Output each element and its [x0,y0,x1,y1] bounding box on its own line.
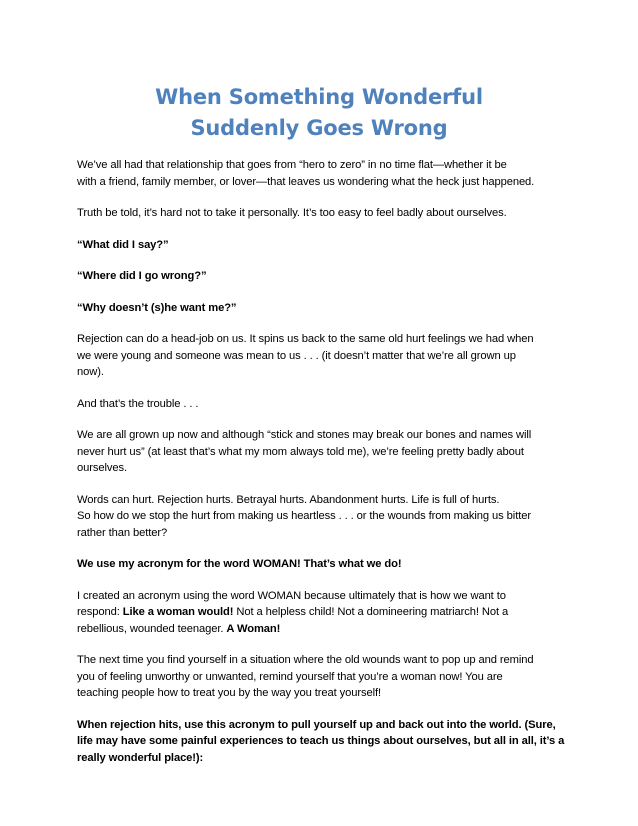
text-line: And that’s the trouble . . . [77,397,199,410]
text-line: really wonderful place!): [77,751,204,764]
text-line: When rejection hits, use this acronym to pull yourself up and back out into the world. (Sure, [77,718,556,731]
text-line: ourselves. [77,462,127,474]
text-run: rebellious, wounded teenager. [77,622,227,635]
paragraph-rejection [77,331,577,381]
text-line: never hurt us” (at least that’s what my mom always told me), we’re feeling pretty badly about [77,445,524,458]
paragraph-rejection-hits [77,717,577,767]
text-line: We are all grown up now and although “stick and stones may break our bones and names will [77,429,532,441]
text-line: We’ve all had that relationship that goes from “hero to zero” in no time flat—whether it be [77,159,507,171]
text-line: with a friend, family member, or lover—that leaves us wondering what the heck just happened. [77,175,535,188]
paragraph-next-time [77,652,577,702]
text-line: you of feeling unworthy or unwanted, remind yourself that you’re a woman now! You are [77,670,503,683]
text-line: So how do we stop the hurt from making us heartless . . . or the wounds from making us bitter [77,510,531,522]
paragraph-intro [77,157,577,190]
text-line: Truth be told, it’s hard not to take it personally. It’s too easy to feel badly about ourselves. [77,207,507,219]
paragraph-words-hurt [77,492,577,542]
title-line-2: Suddenly Goes Wrong [190,116,448,140]
text-line: The next time you find yourself in a situation where the old wounds want to pop up and remind [77,654,534,666]
emphasis-text: Like a woman would! [122,606,234,618]
paragraph-truth [77,205,577,222]
question-1: “What did I say?” [77,238,169,251]
text-line: rather than better? [77,526,168,539]
paragraph-acronym-statement [77,556,577,573]
text-line: Rejection can do a head-job on us. It spins us back to the same old hurt feelings we had when [77,333,534,345]
text-line [77,604,577,621]
title-line-1: When Something Wonderful [155,85,483,109]
document-body [77,157,577,781]
paragraph-grown-up [77,427,577,477]
text-line: Words can hurt. Rejection hurts. Betrayal hurts. Abandonment hurts. Life is full of hurts. [77,493,500,506]
text-line: now). [77,366,104,378]
question-2: “Where did I go wrong?” [77,270,207,282]
text-line: I created an acronym using the word WOMAN because ultimately that is how we want to [77,589,506,602]
text-run: respond: [77,606,123,618]
text-line: we were young and someone was mean to us . . . (it doesn’t matter that we’re all grown up [77,349,516,362]
text-line: We use my acronym for the word WOMAN! That’s what we do! [77,558,402,570]
emphasis-text: A Woman! [226,622,281,635]
text-line: teaching people how to treat you by the way you treat yourself! [77,687,382,699]
text-run: Not a helpless child! Not a domineering matriarch! Not a [233,606,509,618]
question-3: “Why doesn’t (s)he want me?” [77,301,237,314]
text-line [77,621,577,638]
text-line: life may have some painful experiences to teach us things about ourselves, but all in all, it’s a [77,735,565,747]
document-title [0,82,638,144]
paragraph-acronym-explained [77,588,577,638]
paragraph-trouble [77,396,577,413]
